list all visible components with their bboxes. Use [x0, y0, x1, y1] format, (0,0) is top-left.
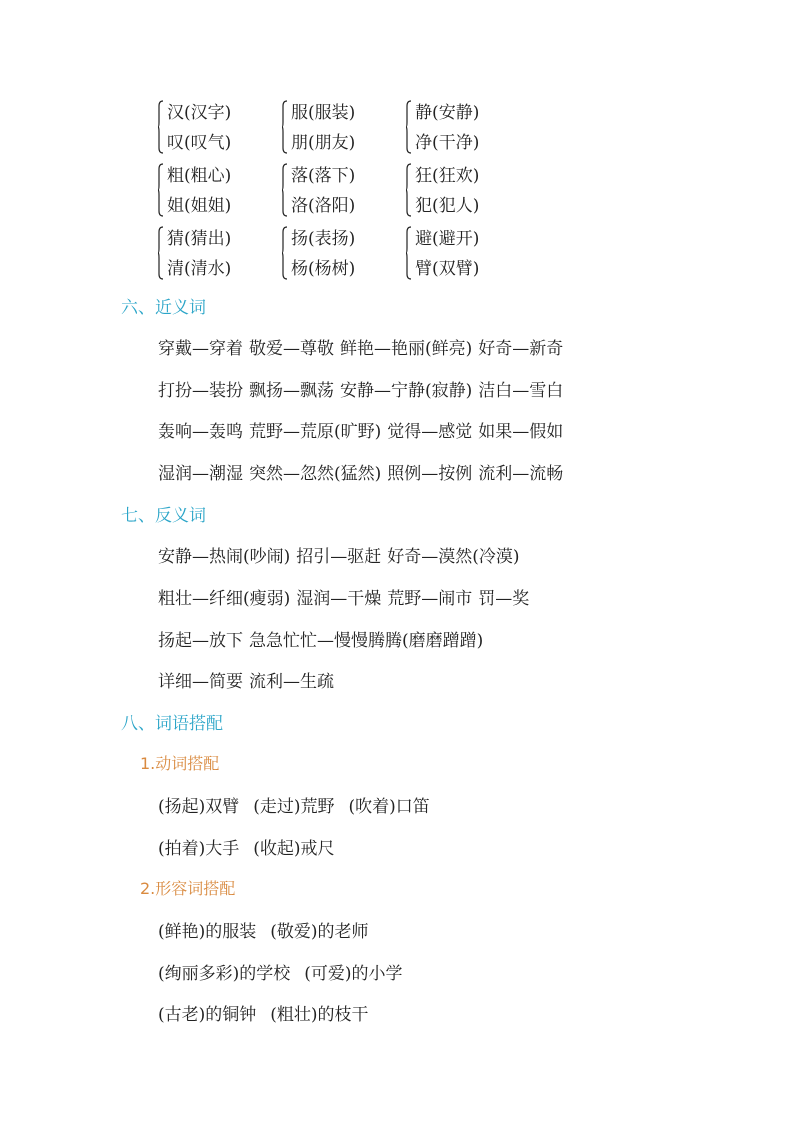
word-pair: 荒野—荒原(旷野) [249, 422, 382, 442]
word-pair: 安静—宁静(寂静) [340, 381, 473, 401]
synonym-line [158, 334, 569, 359]
synonym-line [158, 459, 569, 484]
char-pair [284, 161, 408, 224]
pair-top: 服(服装) [291, 103, 356, 123]
word-pair: 照例—按例 [387, 464, 473, 484]
pair-top: 避(避开) [415, 229, 480, 249]
brace-icon [282, 226, 288, 280]
word-pair: 湿润—潮湿 [158, 464, 243, 484]
collocation: (古老)的铜钟 [158, 1005, 257, 1025]
brace-icon [158, 100, 164, 154]
verb-collocation-line [158, 834, 349, 859]
collocation: (可爱)的小学 [304, 964, 403, 984]
pair-bottom: 净(干净) [415, 133, 480, 153]
group-row-2 [160, 161, 500, 224]
char-pair [160, 161, 284, 224]
pair-top: 静(安静) [415, 103, 480, 123]
word-pair: 觉得—感觉 [387, 422, 473, 442]
word-pair: 扬起—放下 [158, 631, 243, 651]
subheading-verb-collocations: 1.动词搭配 [140, 754, 220, 773]
synonym-line [158, 376, 569, 401]
word-pair: 飘扬—飘荡 [249, 381, 334, 401]
group-row-1 [160, 98, 500, 161]
collocation: (拍着)大手 [158, 839, 240, 859]
pair-bottom: 姐(姐姐) [167, 196, 232, 216]
word-pair: 招引—驱赶 [296, 547, 382, 567]
word-pair: 粗壮—纤细(瘦弱) [158, 589, 291, 609]
word-pair: 突然—忽然(猛然) [249, 464, 382, 484]
brace-icon [406, 226, 412, 280]
collocation: (扬起)双臂 [158, 797, 240, 817]
word-pair: 安静—热闹(吵闹) [158, 547, 291, 567]
word-pair: 详细—简要 [158, 672, 243, 692]
pair-bottom: 朋(朋友) [291, 133, 356, 153]
verb-collocation-line [158, 792, 444, 817]
word-pair: 流利—流畅 [478, 464, 564, 484]
group-row-3 [160, 224, 500, 287]
section-heading-antonyms: 七、反义词 [121, 506, 206, 526]
pair-top: 猜(猜出) [167, 229, 232, 249]
char-pair [160, 98, 284, 161]
pair-top: 汉(汉字) [167, 103, 232, 123]
adjective-collocation-line [158, 1000, 383, 1025]
collocation: (鲜艳)的服装 [158, 922, 257, 942]
collocation: (敬爱)的老师 [270, 922, 369, 942]
section-heading-synonyms: 六、近义词 [121, 298, 206, 318]
collocation: (粗壮)的枝干 [270, 1005, 369, 1025]
pair-top: 落(落下) [291, 166, 356, 186]
adjective-collocation-line [158, 959, 417, 984]
brace-icon [282, 163, 288, 217]
pair-bottom: 臂(双臂) [415, 259, 480, 279]
brace-icon [158, 226, 164, 280]
pair-bottom: 杨(杨树) [291, 259, 356, 279]
word-pair: 如果—假如 [478, 422, 564, 442]
char-pair [408, 224, 500, 287]
subheading-adjective-collocations: 2.形容词搭配 [140, 879, 236, 898]
adjective-collocation-line [158, 917, 383, 942]
word-pair: 好奇—新奇 [478, 339, 564, 359]
pair-bottom: 清(清水) [167, 259, 232, 279]
collocation: (绚丽多彩)的学校 [158, 964, 291, 984]
pair-top: 扬(表扬) [291, 229, 356, 249]
brace-icon [406, 100, 412, 154]
char-pair [160, 224, 284, 287]
char-pair [284, 98, 408, 161]
collocation: (收起)戒尺 [253, 839, 335, 859]
pair-top: 狂(狂欢) [415, 166, 480, 186]
pair-bottom: 犯(犯人) [415, 196, 480, 216]
pair-top: 粗(粗心) [167, 166, 232, 186]
char-pair [408, 161, 500, 224]
brace-icon [158, 163, 164, 217]
word-pair: 流利—生疏 [249, 672, 334, 692]
word-pair: 鲜艳—艳丽(鲜亮) [340, 339, 473, 359]
word-pair: 急急忙忙—慢慢腾腾(磨磨蹭蹭) [249, 631, 484, 651]
char-pair [284, 224, 408, 287]
collocation: (吹着)口笛 [348, 797, 430, 817]
word-pair: 敬爱—尊敬 [249, 339, 334, 359]
synonym-line [158, 417, 569, 442]
collocation: (走过)荒野 [253, 797, 335, 817]
brace-icon [282, 100, 288, 154]
word-pair: 好奇—漠然(冷漠) [387, 547, 520, 567]
word-pair: 罚—奖 [478, 589, 530, 609]
antonym-line [158, 626, 489, 651]
word-pair: 穿戴—穿着 [158, 339, 243, 359]
pair-bottom: 洛(洛阳) [291, 196, 356, 216]
word-pair: 荒野—闹市 [387, 589, 473, 609]
similar-char-groups [160, 98, 500, 287]
brace-icon [406, 163, 412, 217]
word-pair: 湿润—干燥 [296, 589, 382, 609]
word-pair: 洁白—雪白 [478, 381, 564, 401]
word-pair: 轰响—轰鸣 [158, 422, 243, 442]
antonym-line [158, 667, 340, 692]
word-pair: 打扮—装扮 [158, 381, 243, 401]
section-heading-collocations: 八、词语搭配 [121, 714, 223, 734]
antonym-line [158, 542, 526, 567]
char-pair [408, 98, 500, 161]
antonym-line [158, 584, 535, 609]
pair-bottom: 叹(叹气) [167, 133, 232, 153]
